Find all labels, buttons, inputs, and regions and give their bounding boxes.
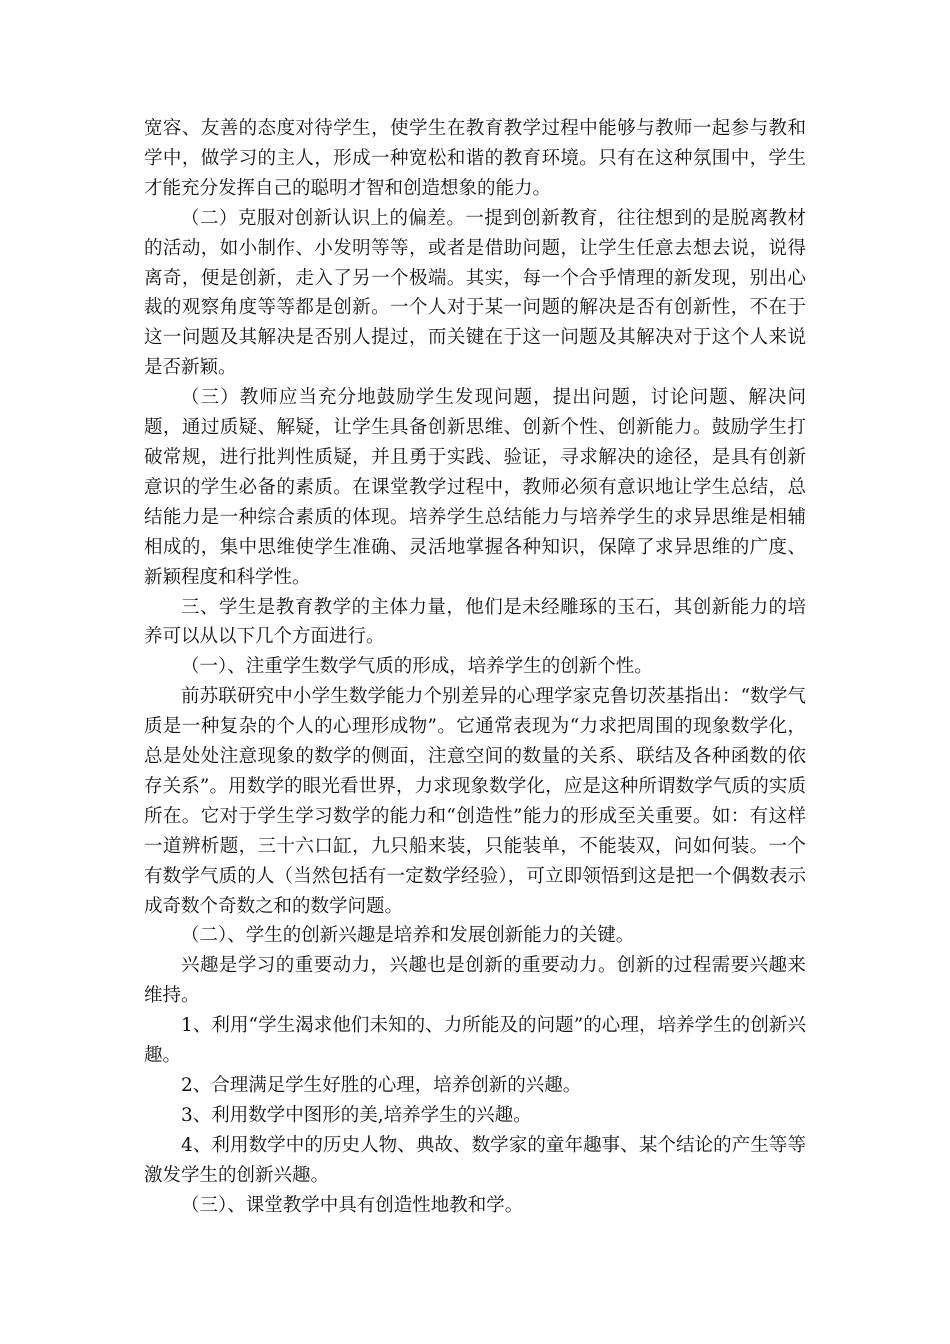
subheading-3-2: （二）、学生的创新兴趣是培养和发展创新能力的关键。 (181, 925, 635, 947)
paragraph-3-1-body: 前苏联研究中小学生数学能力个别差异的心理学家克鲁切茨基指出：“数学气质是一种复杂的个人的心理形成物”。它通常表现为“力求把周围的现象数学化，总是处处注意现象的数学的侧面，注意空间的数量的关系、联结及各种函数的依存关系”。用数学的眼光看世界，力求现象数学化，应是这种所谓数学气质的实质所在。它对于学生学习数学的能力和“创造性”能力的形成至关重要。如：有这样一道辨析题，三十六口缸，九只船来装，只能装单，不能装双，问如何装。一个有数学气质的人（当然包括有一定数学经验），可立即领悟到这是把一个偶数表示成奇数个奇数之和的数学问题。 (144, 686, 806, 917)
list-item-2: 2、合理满足学生好胜的心理，培养创新的兴趣。 (181, 1075, 582, 1096)
subheading-3-1: （一）、注重学生数学气质的形成，培养学生的创新个性。 (181, 656, 653, 678)
list-item-1: 1、利用“学生渴求他们未知的、力所能及的问题”的心理，培养学生的创新兴趣。 (144, 1015, 806, 1067)
paragraph-continuation: 宽容、友善的态度对待学生，使学生在教育教学过程中能够与教师一起参与教和学中，做学习的主人，形成一种宽松和谐的教育环境。只有在这种氛围中，学生才能充分发挥自己的聪明才智和创造想象的能力。 (144, 118, 806, 199)
list-item-3: 3、利用数学中图形的美,培养学生的兴趣。 (181, 1104, 532, 1126)
list-item-4: 4、利用数学中的历史人物、典故、数学家的童年趣事、某个结论的产生等等激发学生的创新兴趣。 (144, 1134, 806, 1186)
heading-section-3: 三、学生是教育教学的主体力量，他们是未经雕琢的玉石，其创新能力的培养可以从以下几个方面进行。 (144, 596, 806, 648)
subheading-3-3: （三）、课堂教学中具有创造性地教和学。 (181, 1194, 524, 1216)
paragraph-3-2-body: 兴趣是学习的重要动力，兴趣也是创新的重要动力。创新的过程需要兴趣来维持。 (144, 955, 806, 1007)
paragraph-section-2-3: （三）教师应当充分地鼓励学生发现问题，提出问题，讨论问题、解决问题，通过质疑、解疑，让学生具备创新思维、创新个性、创新能力。鼓励学生打破常规，进行批判性质疑，并且勇于实践、验证，寻求解决的途径，是具有创新意识的学生必备的素质。在课堂教学过程中，教师必须有意识地让学生总结，总结能力是一种综合素质的体现。培养学生总结能力与培养学生的求异思维是相辅相成的，集中思维使学生准确、灵活地掌握各种知识，保障了求异思维的广度、新颖程度和科学性。 (144, 387, 806, 588)
paragraph-section-2-2: （二）克服对创新认识上的偏差。一提到创新教育，往往想到的是脱离教材的活动，如小制作、小发明等等，或者是借助问题，让学生任意去想去说，说得离奇，便是创新，走入了另一个极端。其实，每一个合乎情理的新发现，别出心裁的观察角度等等都是创新。一个人对于某一问题的解决是否有创新性，不在于这一问题及其解决是否别人提过，而关键在于这一问题及其解决对于这个人来说是否新颖。 (144, 207, 806, 379)
document-body (144, 114, 806, 1221)
